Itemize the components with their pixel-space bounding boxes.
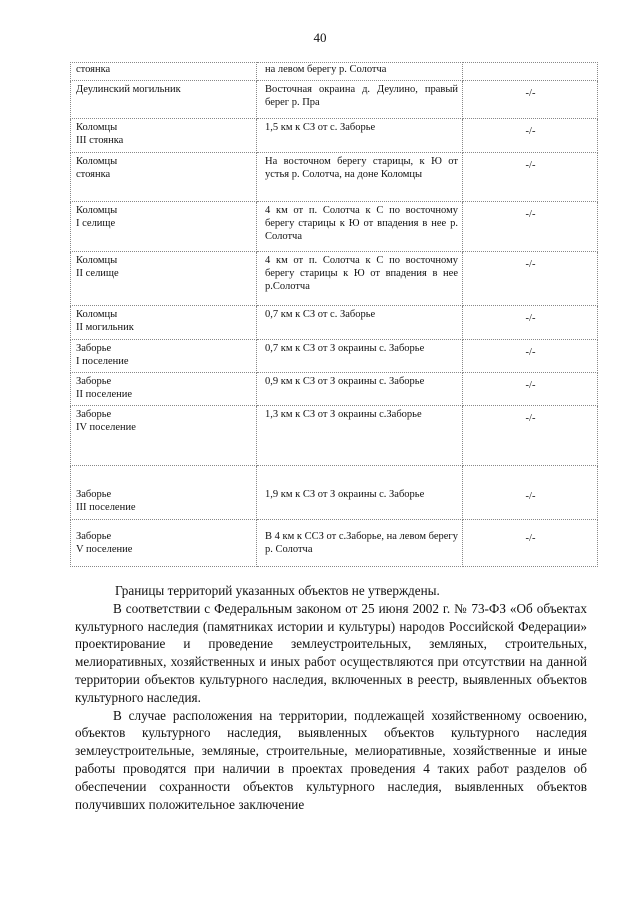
object-status-cell: -/-: [463, 340, 598, 373]
object-status-cell: -/-: [463, 306, 598, 340]
table-row: [71, 63, 598, 81]
object-status-cell: -/-: [463, 252, 598, 306]
object-name-cell: Заборье II поселение: [71, 373, 257, 406]
object-status-cell: -/-: [463, 153, 598, 202]
object-name-cell: Заборье I поселение: [71, 340, 257, 373]
table-row: [71, 153, 598, 202]
object-status-cell: -/-: [463, 406, 598, 466]
object-name-cell: Заборье IV поселение: [71, 406, 257, 466]
object-location-cell: 4 км от п. Солотча к С по восточному берегу старицы к Ю от впадения в нее р. Солотча: [257, 202, 463, 252]
table-row: [71, 119, 598, 153]
paragraph-borders-not-approved: Границы территорий указанных объектов не утверждены.: [115, 583, 440, 598]
object-location-cell: 0,9 км к СЗ от З окраины с. Заборье: [257, 373, 463, 406]
object-name-cell: Коломцы III стоянка: [71, 119, 257, 153]
object-name-cell: Заборье V поселение: [71, 520, 257, 567]
table-row: [71, 306, 598, 340]
table-row: [71, 340, 598, 373]
page-number: 40: [313, 30, 327, 45]
object-location-cell: 0,7 км к СЗ от З окраины с. Заборье: [257, 340, 463, 373]
table-row: [71, 81, 598, 119]
heritage-objects-table: [70, 62, 598, 567]
object-location-cell: В 4 км к ССЗ от с.Заборье, на левом берегу р. Солотча: [257, 520, 463, 567]
object-name-cell: Деулинский могильник: [71, 81, 257, 119]
object-name-cell: Коломцы стоянка: [71, 153, 257, 202]
object-location-cell: 1,9 км к СЗ от З окраины с. Заборье: [257, 466, 463, 520]
table-row: [71, 202, 598, 252]
body-text: [75, 582, 587, 813]
table-row: [71, 466, 598, 520]
object-status-cell: -/-: [463, 81, 598, 119]
object-status-cell: -/-: [463, 373, 598, 406]
paragraph-federal-law: В соответствии с Федеральным законом от 25 июня 2002 г. № 73-ФЗ «Об объектах культурного наследия (памятниках истории и культуры) народов Российской Федерации» проектирование и проведение землеустроительных, земляных, строительных, мелиоративных, хозяйственных и иных работ осуществляются при отсутствии на данной территории объектов культурного наследия, включенных в реестр, выявленных объектов культурного наследия.: [75, 600, 587, 705]
object-status-cell: -/-: [463, 520, 598, 567]
object-location-cell: 1,3 км к СЗ от З окраины с.Заборье: [257, 406, 463, 466]
table-row: [71, 373, 598, 406]
object-location-cell: 4 км от п. Солотча к С по восточному берегу старицы к Ю от впадения в нее р.Солотча: [257, 252, 463, 306]
paragraph-works-conditions: В случае расположения на территории, подлежащей хозяйственному освоению, объектов культурного наследия, выявленных объектов культурного наследия землеустроительные, земляные, строительные, мелиоративные, хозяйственные и иные работы проводятся при наличии в проектах проведения 4 таких работ разделов об обеспечении сохранности объектов культурного наследия, выявленных объектов получивших положительное заключение: [75, 707, 587, 812]
object-name-cell: Коломцы II селище: [71, 252, 257, 306]
object-location-cell: 0,7 км к СЗ от с. Заборье: [257, 306, 463, 340]
table-row: [71, 520, 598, 567]
object-name-cell: Коломцы II могильник: [71, 306, 257, 340]
object-location-cell: 1,5 км к СЗ от с. Заборье: [257, 119, 463, 153]
object-name-cell: Заборье III поселение: [71, 466, 257, 520]
object-status-cell: [463, 63, 598, 81]
object-location-cell: На восточном берегу старицы, к Ю от устья р. Солотча, на доне Коломцы: [257, 153, 463, 202]
object-status-cell: -/-: [463, 202, 598, 252]
table-row: [71, 252, 598, 306]
object-name-cell: Коломцы I селище: [71, 202, 257, 252]
object-status-cell: -/-: [463, 119, 598, 153]
object-location-cell: на левом берегу р. Солотча: [257, 63, 463, 81]
object-name-cell: стоянка: [71, 63, 257, 81]
object-location-cell: Восточная окраина д. Деулино, правый берег р. Пра: [257, 81, 463, 119]
object-status-cell: -/-: [463, 466, 598, 520]
table-row: [71, 406, 598, 466]
